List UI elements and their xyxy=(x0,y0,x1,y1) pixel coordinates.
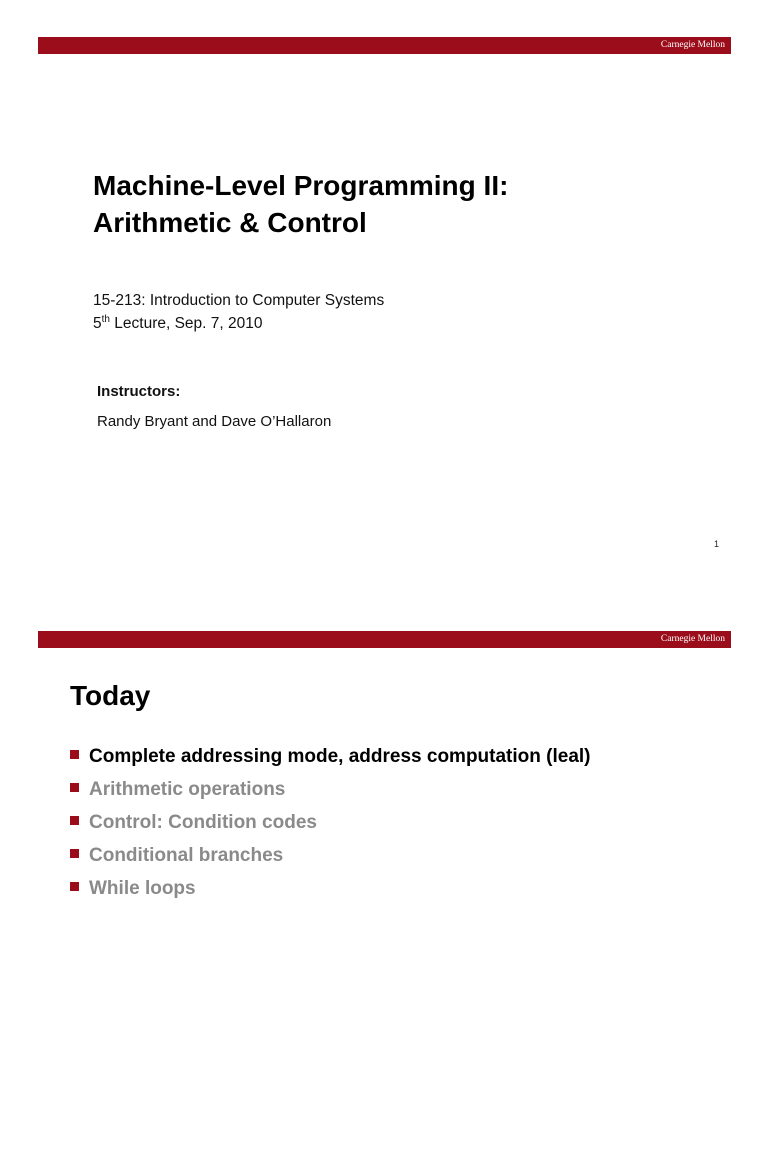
course-name: 15-213: Introduction to Computer Systems xyxy=(93,292,385,309)
bullet-text: Complete addressing mode, address computation (leal) xyxy=(89,746,591,767)
header-bar xyxy=(38,37,731,54)
bullet-item xyxy=(70,773,591,806)
slide-title: Today xyxy=(70,680,151,711)
brand-label: Carnegie Mellon xyxy=(660,634,725,644)
bullet-text: While loops xyxy=(89,878,196,899)
lecture-number: 5 xyxy=(93,315,102,332)
bullet-item xyxy=(70,872,591,905)
slide-2 xyxy=(0,594,768,1154)
square-bullet-icon xyxy=(70,750,79,759)
square-bullet-icon xyxy=(70,816,79,825)
title-line-1: Machine-Level Programming II: xyxy=(93,170,509,201)
bullet-list xyxy=(70,740,591,905)
bullet-item xyxy=(70,806,591,839)
instructors-label: Instructors: xyxy=(97,383,181,400)
instructors-block xyxy=(97,377,331,437)
instructors-names: Randy Bryant and Dave O’Hallaron xyxy=(97,413,332,430)
lecture-date: Lecture, Sep. 7, 2010 xyxy=(109,315,263,332)
square-bullet-icon xyxy=(70,849,79,858)
bullet-text: Control: Condition codes xyxy=(89,812,317,833)
title-line-2: Arithmetic & Control xyxy=(93,207,367,238)
bullet-text: Arithmetic operations xyxy=(89,779,286,800)
slide-subtitle xyxy=(93,289,384,335)
slide-title xyxy=(93,167,508,241)
square-bullet-icon xyxy=(70,882,79,891)
bullet-item xyxy=(70,839,591,872)
page-number: 1 xyxy=(714,539,720,549)
lecture-ordinal: th xyxy=(101,313,110,325)
brand-label: Carnegie Mellon xyxy=(660,40,725,50)
slide-1 xyxy=(0,0,768,560)
bullet-text: Conditional branches xyxy=(89,845,284,866)
lecture-info xyxy=(93,312,384,335)
square-bullet-icon xyxy=(70,783,79,792)
bullet-item xyxy=(70,740,591,773)
header-bar xyxy=(38,631,731,648)
